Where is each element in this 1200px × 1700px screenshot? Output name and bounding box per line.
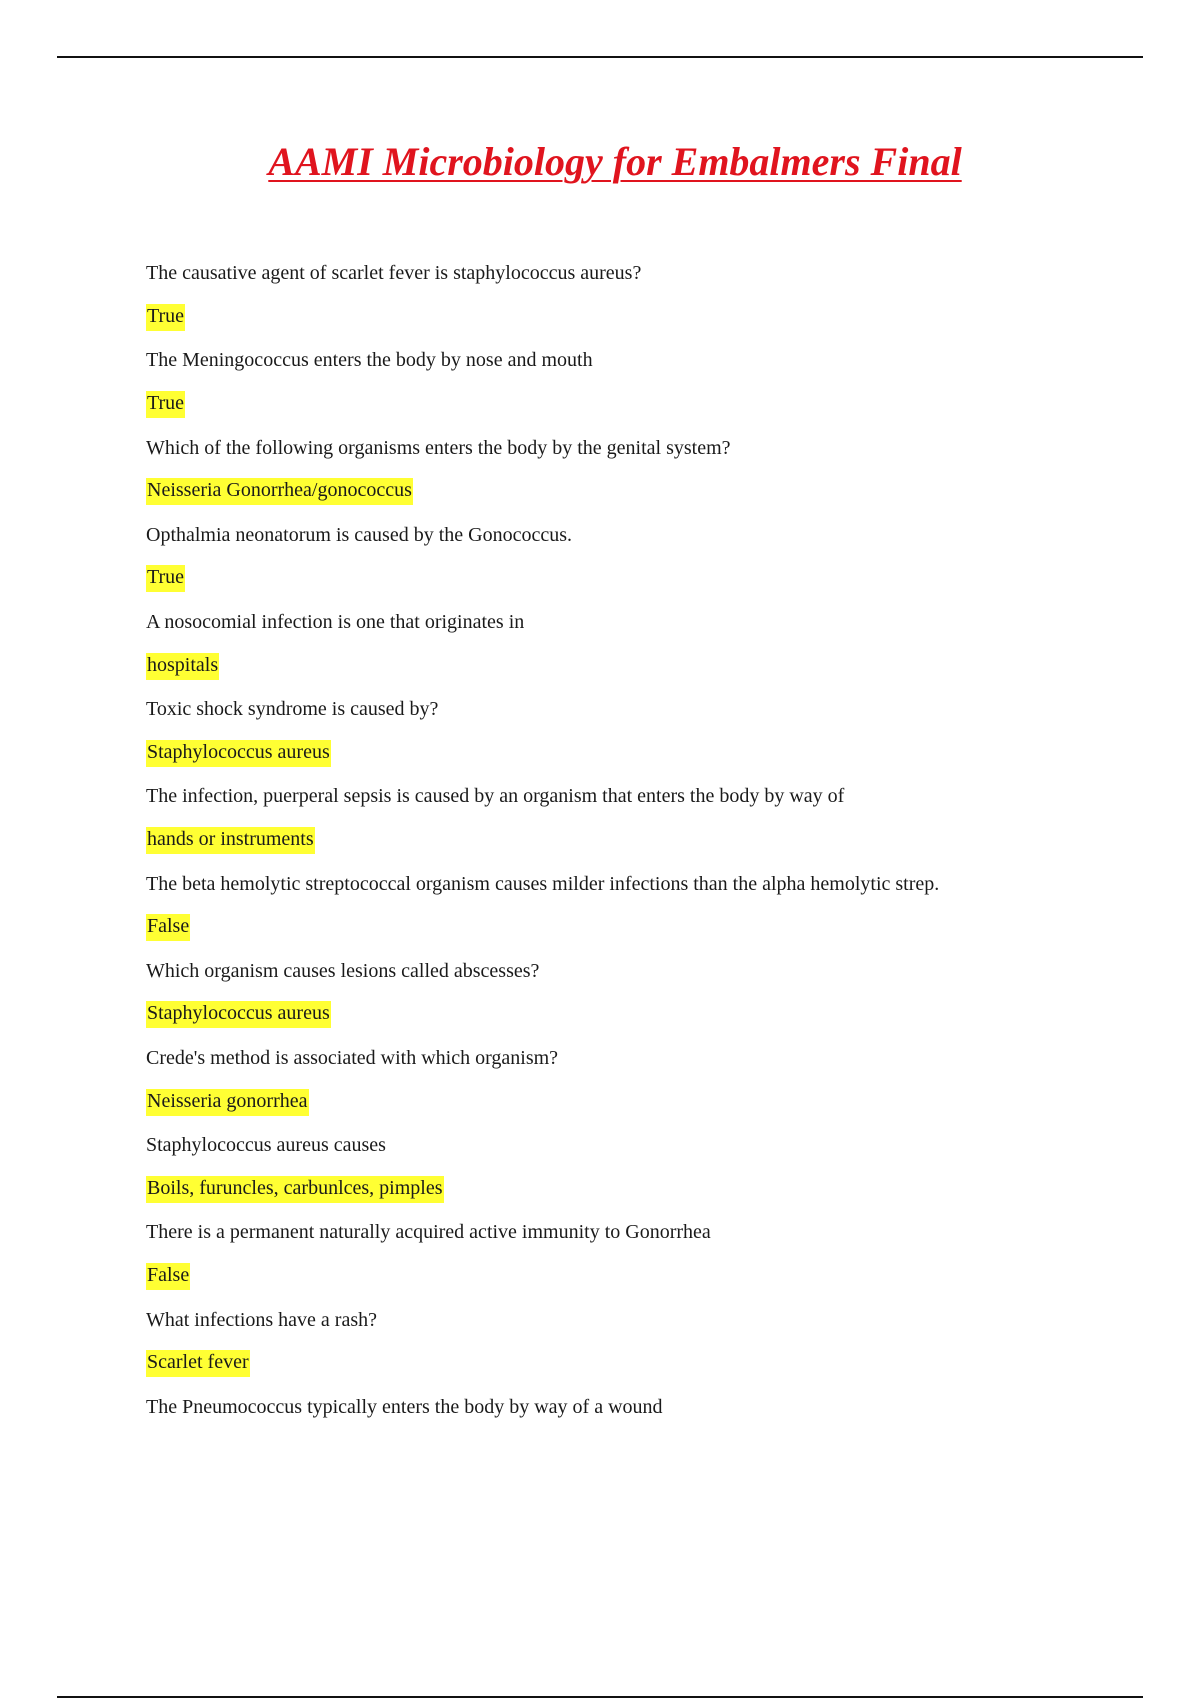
question-4 (146, 514, 1146, 558)
answer-highlight: True (146, 565, 185, 592)
question-12 (146, 1211, 1146, 1255)
question-2 (146, 339, 1146, 383)
answer-highlight: hands or instruments (146, 827, 315, 854)
question-10 (146, 1037, 1146, 1081)
question-text: Which organism causes lesions called abscesses? (146, 959, 540, 982)
question-14 (146, 1385, 1146, 1429)
answer-11 (146, 1167, 1146, 1211)
document-title-text: AAMI Microbiology for Embalmers Final (268, 139, 962, 184)
question-text: Toxic shock syndrome is caused by? (146, 698, 439, 721)
answer-12 (146, 1255, 1146, 1299)
answer-highlight: hospitals (146, 653, 219, 680)
answer-highlight: True (146, 304, 185, 331)
answer-highlight: Neisseria gonorrhea (146, 1089, 309, 1116)
answer-7 (146, 819, 1146, 863)
question-9 (146, 950, 1146, 994)
question-8 (146, 862, 1146, 906)
question-1 (146, 252, 1146, 296)
question-text: Which of the following organisms enters the body by the genital system? (146, 436, 731, 459)
answer-highlight: False (146, 1263, 190, 1290)
question-11 (146, 1124, 1146, 1168)
answer-9 (146, 993, 1146, 1037)
question-text: Crede's method is associated with which organism? (146, 1046, 559, 1069)
question-5 (146, 601, 1146, 645)
question-text: The beta hemolytic streptococcal organism causes milder infections than the alpha hemolytic strep. (146, 872, 940, 895)
answer-4 (146, 557, 1146, 601)
question-text: There is a permanent naturally acquired active immunity to Gonorrhea (146, 1221, 711, 1244)
question-text: A nosocomial infection is one that originates in (146, 611, 525, 634)
question-6 (146, 688, 1146, 732)
answer-1 (146, 296, 1146, 340)
answer-highlight: Boils, furuncles, carbunlces, pimples (146, 1176, 444, 1203)
header-rule (57, 56, 1143, 58)
question-text: The infection, puerperal sepsis is caused by an organism that enters the body by way of (146, 785, 845, 808)
answer-highlight: Scarlet fever (146, 1350, 250, 1377)
answer-highlight: False (146, 914, 190, 941)
question-text: Opthalmia neonatorum is caused by the Gonococcus. (146, 523, 572, 546)
question-3 (146, 426, 1146, 470)
question-text: What infections have a rash? (146, 1308, 378, 1331)
answer-10 (146, 1080, 1146, 1124)
question-text: The Pneumococcus typically enters the body by way of a wound (146, 1395, 663, 1418)
qa-list (146, 252, 1146, 1429)
answer-highlight: Neisseria Gonorrhea/gonococcus (146, 478, 413, 505)
document-title (0, 138, 1200, 185)
footer-rule (57, 1696, 1143, 1698)
answer-highlight: Staphylococcus aureus (146, 740, 331, 767)
answer-8 (146, 906, 1146, 950)
answer-highlight: Staphylococcus aureus (146, 1001, 331, 1028)
question-13 (146, 1298, 1146, 1342)
question-text: The causative agent of scarlet fever is staphylococcus aureus? (146, 262, 642, 285)
answer-5 (146, 644, 1146, 688)
question-text: Staphylococcus aureus causes (146, 1134, 386, 1157)
answer-6 (146, 732, 1146, 776)
answer-13 (146, 1342, 1146, 1386)
answer-highlight: True (146, 391, 185, 418)
question-text: The Meningococcus enters the body by nose and mouth (146, 349, 593, 372)
question-7 (146, 775, 1146, 819)
answer-2 (146, 383, 1146, 427)
answer-3 (146, 470, 1146, 514)
